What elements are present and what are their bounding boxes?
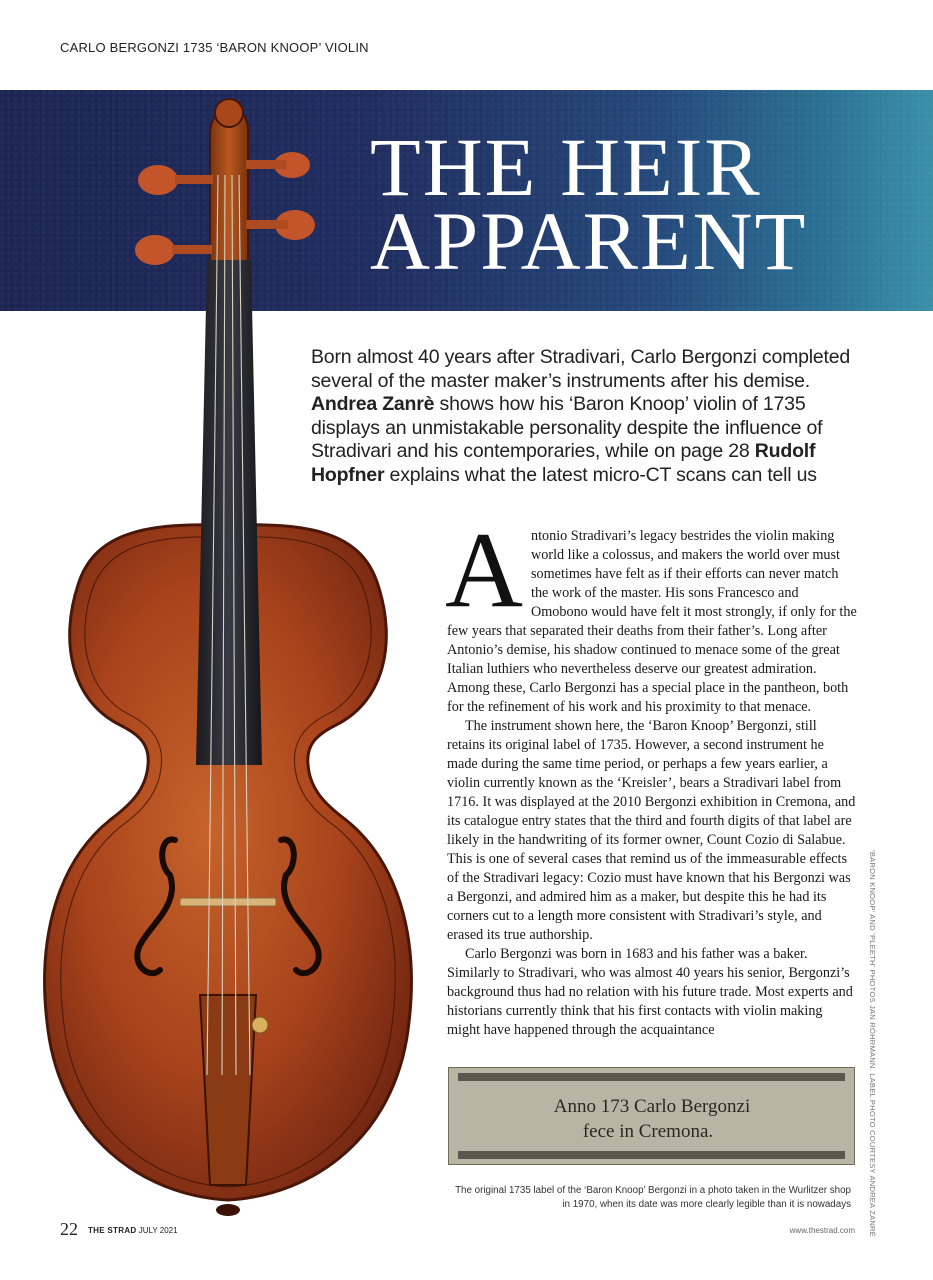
photo-credit-text: ‘BARON KNOOP’ AND ‘PLEETH’ PHOTOS JAN RÖHRMANN. LABEL PHOTO COURTESY ANDREA ZANRÈ <box>868 850 877 1237</box>
headline-line-2: APPARENT <box>370 195 808 287</box>
article-body <box>445 511 857 1040</box>
standfirst-text-1: Born almost 40 years after Stradivari, Carlo Bergonzi completed several of the master maker’s instruments after his demise. <box>311 346 851 392</box>
body-paragraph-3: Carlo Bergonzi was born in 1683 and his father was a baker. Similarly to Stradivari, who was almost 40 years his senior, Bergonzi’s background thus had no relation with his future trade. Most experts and historians currently think that his first contacts with violin making might have happened through the acquaintance <box>447 946 853 1038</box>
issue-date: JULY 2021 <box>136 1226 178 1235</box>
magazine-issue <box>88 1226 178 1235</box>
label-line-2: fece in Cremona. <box>582 1121 714 1142</box>
label-line-1: Anno 173 Carlo Bergonzi <box>553 1096 751 1117</box>
drop-cap: A <box>445 511 523 630</box>
standfirst <box>311 346 851 488</box>
image-caption: The original 1735 label of the ‘Baron Knoop’ Bergonzi in a photo taken in the Wurlitzer shop in 1970, when its date was more clearly legible than it is nowadays <box>455 1185 851 1210</box>
peg-top-left <box>138 165 178 195</box>
fingerboard <box>196 260 262 765</box>
bridge <box>180 898 276 906</box>
body-paragraph-1-text: ntonio Stradivari’s legacy bestrides the violin making world like a colossus, and makers the world over must sometimes have felt as if their efforts can never match the work of the master. His sons Francesco and Omobono would have felt it most strongly, if only for the few years that separated their deaths from their father’s. Long after Antonio’s demise, his shadow continued to menace some of the great Italian luthiers who nevertheless deserve our greatest admiration. Among these, Carlo Bergonzi has a special place in the pantheon, both for the refinement of his work and his proximity to that menace. <box>447 528 857 715</box>
author-rudolf-hopfner: Rudolf Hopfner <box>311 440 816 486</box>
original-label-photo <box>448 1067 855 1165</box>
tailpiece <box>200 995 256 1185</box>
violin-image <box>0 75 440 1225</box>
scroll <box>210 108 248 275</box>
standfirst-text-2: shows how his ‘Baron Knoop’ violin of 1735 displays an unmistakable personality despite the influence of Stradivari and his contemporaries, while on page 28 <box>311 393 823 463</box>
running-head: CARLO BERGONZI 1735 ‘BARON KNOOP’ VIOLIN <box>60 40 369 55</box>
headline-line-1: THE HEIR <box>370 121 762 213</box>
peg-bottom-left <box>135 235 175 265</box>
author-andrea-zanre: Andrea Zanrè <box>311 393 435 416</box>
body-paragraph-1 <box>445 511 857 717</box>
body-paragraph-2: The instrument shown here, the ‘Baron Knoop’ Bergonzi, still retains its original label of 1735. However, a second instrument he made during the same time period, or perhaps a few years earlier, a violin currently known as the ‘Kreisler’, bears a Stradivari label from 1716. It was displayed at the 2010 Bergonzi exhibition in Cremona, and its catalogue entry states that the third and fourth digits of that label are likely in the handwriting of its former owner, Count Cozio di Salabue. This is one of several cases that remind us of the immeasurable effects of the Stradivari legacy: Cozio must have known that his Bergonzi was a Bergonzi, and admired him as a maker, but despite this he had its corners cut to a length more consistent with Stradivari’s style, and erased its true authorship. <box>447 718 856 943</box>
page-number: 22 <box>60 1219 78 1239</box>
website-url[interactable]: www.thestrad.com <box>789 1226 855 1235</box>
photo-credit <box>865 850 877 1237</box>
standfirst-text-3: explains what the latest micro-CT scans can tell us <box>384 463 817 486</box>
magazine-name: THE STRAD <box>88 1226 137 1235</box>
